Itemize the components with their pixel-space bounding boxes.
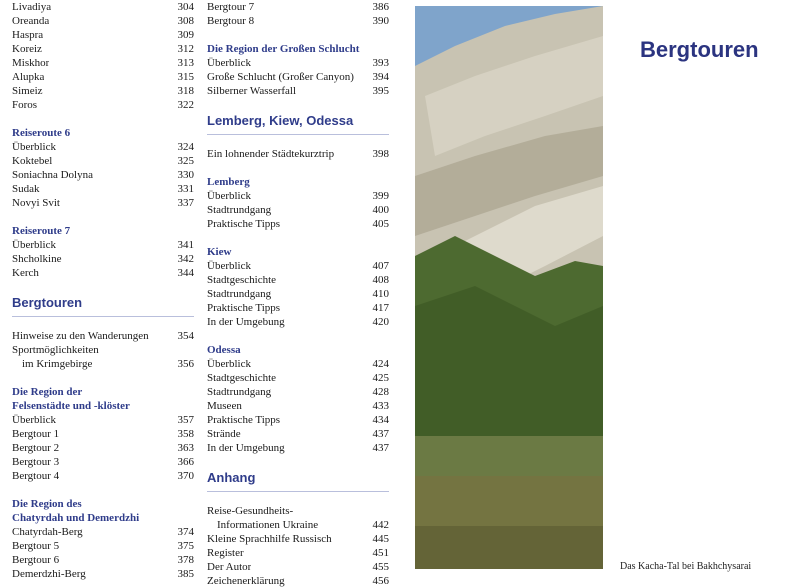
toc-entry: Praktische Tipps 405: [207, 218, 389, 230]
toc-entry: Überblick 407: [207, 260, 389, 272]
toc-entry: Überblick 357: [12, 414, 194, 426]
toc-entry: Praktische Tipps 434: [207, 414, 389, 426]
toc-subheading-route6: Reiseroute 6: [12, 127, 71, 139]
toc-entry: Miskhor 313: [12, 57, 194, 69]
toc-entry: Informationen Ukraine 442: [217, 519, 389, 531]
toc-entry: Stadtrundgang 400: [207, 204, 389, 216]
toc-column-left: [12, 0, 194, 581]
toc-entry: Simeiz 318: [12, 85, 194, 97]
toc-entry: Überblick 399: [207, 190, 389, 202]
toc-list-south-coast: [12, 0, 194, 112]
toc-entry: Sportmöglichkeiten: [12, 344, 99, 356]
toc-entry: Koreiz 312: [12, 43, 194, 55]
toc-entry: Überblick 324: [12, 141, 194, 153]
toc-subheading-grosse-schlucht: Die Region der Großen Schlucht: [207, 43, 360, 55]
landscape-photo: [415, 6, 603, 569]
toc-subheading-odessa: Odessa: [207, 344, 241, 356]
toc-entry: Silberner Wasserfall 395: [207, 85, 389, 97]
toc-entry: Bergtour 6 378: [12, 554, 194, 566]
toc-entry: Koktebel 325: [12, 155, 194, 167]
toc-entry: Überblick 341: [12, 239, 194, 251]
toc-subheading-chatyrdah: Die Region des: [12, 498, 82, 510]
toc-entry: Strände 437: [207, 428, 389, 440]
toc-entry: Museen 433: [207, 400, 389, 412]
toc-entry: Kerch 344: [12, 267, 194, 279]
toc-entry: Stadtrundgang 410: [207, 288, 389, 300]
cliff-illustration: [415, 6, 603, 569]
toc-entry: Demerdzhi-Berg 385: [12, 568, 194, 580]
toc-entry: Sudak 331: [12, 183, 194, 195]
toc-entry: Stadtgeschichte 408: [207, 274, 389, 286]
toc-entry: Ein lohnender Städtekurztrip 398: [207, 148, 389, 160]
chapter-title: Bergtouren: [640, 37, 759, 62]
toc-section-lemberg-kiew-odessa: Lemberg, Kiew, Odessa: [207, 112, 389, 135]
toc-entry: Hinweise zu den Wanderungen 354: [12, 330, 194, 342]
toc-entry: Haspra 309: [12, 29, 194, 41]
toc-entry: Stadtgeschichte 425: [207, 372, 389, 384]
toc-subheading-felsenstaedte: Die Region der: [12, 386, 83, 398]
toc-entry: Große Schlucht (Großer Canyon) 394: [207, 71, 389, 83]
toc-entry: Livadiya 304: [12, 1, 194, 13]
toc-section-anhang: Anhang: [207, 469, 389, 492]
toc-entry: Überblick 393: [207, 57, 389, 69]
photo-caption: Das Kacha-Tal bei Bakhchysarai: [620, 561, 752, 572]
toc-entry: Chatyrdah-Berg 374: [12, 526, 194, 538]
toc-subheading-route7: Reiseroute 7: [12, 225, 71, 237]
toc-entry: Oreanda 308: [12, 15, 194, 27]
toc-subheading-felsenstaedte-line2: Felsenstädte und -klöster: [12, 400, 130, 412]
toc-entry: Bergtour 1 358: [12, 428, 194, 440]
toc-entry: Überblick 424: [207, 358, 389, 370]
toc-entry: Soniachna Dolyna 330: [12, 169, 194, 181]
toc-entry: Bergtour 5 375: [12, 540, 194, 552]
toc-entry: Zeichenerklärung 456: [207, 575, 389, 587]
toc-section-bergtouren: Bergtouren: [12, 294, 194, 317]
toc-entry: Reise-Gesundheits-: [207, 505, 294, 517]
toc-entry: Alupka 315: [12, 71, 194, 83]
toc-column-right: [207, 0, 389, 588]
toc-entry: Shcholkine 342: [12, 253, 194, 265]
toc-entry: Kleine Sprachhilfe Russisch 445: [207, 533, 389, 545]
toc-subheading-lemberg: Lemberg: [207, 176, 250, 188]
toc-entry: Bergtour 7 386: [207, 1, 389, 13]
toc-entry: Bergtour 3 366: [12, 456, 194, 468]
toc-subheading-kiew: Kiew: [207, 246, 232, 258]
toc-entry: Stadtrundgang 428: [207, 386, 389, 398]
toc-entry: Register 451: [207, 547, 389, 559]
toc-entry: Novyi Svit 337: [12, 197, 194, 209]
toc-entry: Der Autor 455: [207, 561, 389, 573]
toc-entry: Bergtour 4 370: [12, 470, 194, 482]
toc-entry: In der Umgebung 420: [207, 316, 389, 328]
toc-entry: Bergtour 8 390: [207, 15, 389, 27]
toc-entry: Praktische Tipps 417: [207, 302, 389, 314]
toc-entry: Foros 322: [12, 99, 194, 111]
toc-subheading-chatyrdah-line2: Chatyrdah und Demerdzhi: [12, 512, 140, 524]
toc-entry: im Krimgebirge 356: [22, 358, 194, 370]
toc-entry: Bergtour 2 363: [12, 442, 194, 454]
toc-entry: In der Umgebung 437: [207, 442, 389, 454]
